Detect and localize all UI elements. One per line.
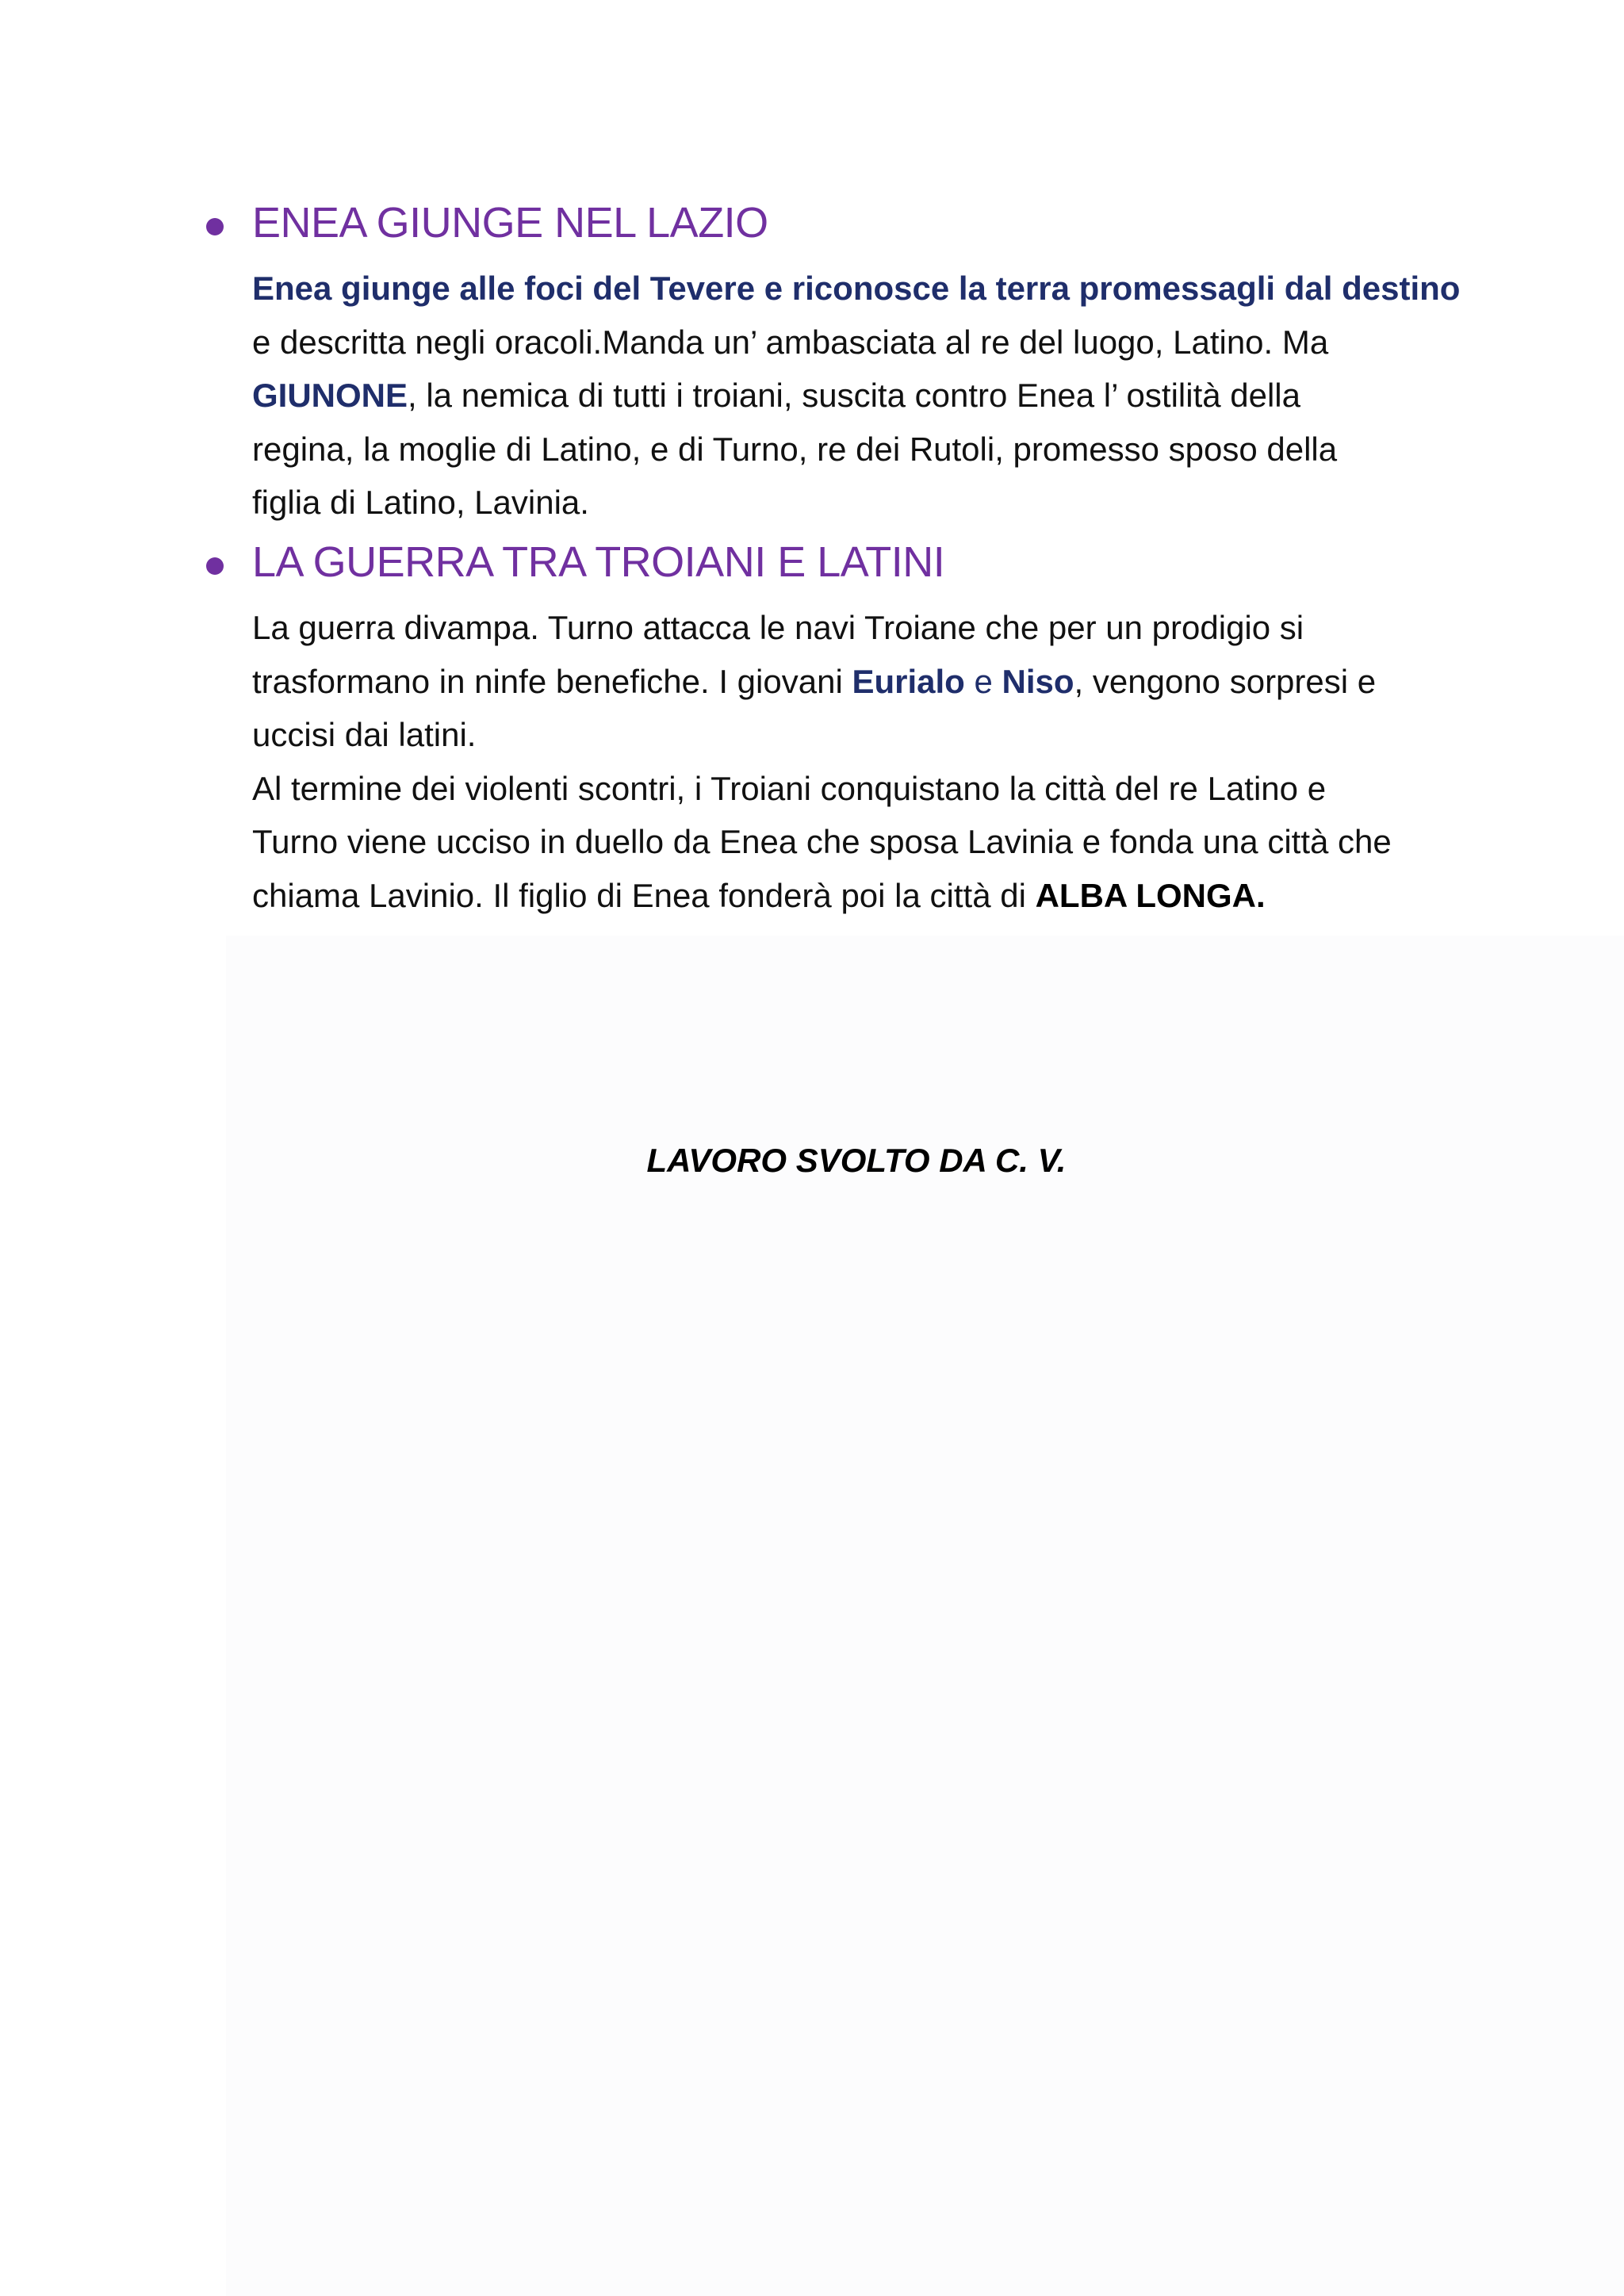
section-paragraph [252,262,1489,530]
bullet-icon [206,557,224,575]
text-line: figlia di Latino, Lavinia. [252,484,589,521]
text-line: Al termine dei violenti scontri, i Troiani conquistano la città del re Latino e [252,769,1327,807]
emphasis-niso: Niso [1002,662,1074,700]
text-run: e [964,662,1002,700]
section-heading: LA GUERRA TRA TROIANI E LATINI [252,538,945,586]
text-line [252,369,1489,423]
text-run: , vengono sorpresi e [1074,662,1377,700]
text-line: uccisi dai latini. [252,716,477,753]
section-heading: ENEA GIUNGE NEL LAZIO [252,199,768,247]
text-line: Enea giunge alle foci del Tevere e riconosce la terra promessagli dal destino [252,270,1461,307]
text-run: chiama Lavinio. Il figlio di Enea fonderà poi la città di [252,876,1036,914]
emphasis-giunone: GIUNONE [252,377,408,414]
text-line: La guerra divampa. Turno attacca le navi Troiane che per un prodigio si [252,609,1304,646]
page-background-shade [226,936,1624,2296]
emphasis-eurialo: Eurialo [852,662,965,700]
text-run: , la nemica di tutti i troiani, suscita contro Enea l’ ostilità della [408,377,1300,414]
text-line: e descritta negli oracoli.Manda un’ ambasciata al re del luogo, Latino. Ma [252,323,1329,361]
author-credit: LAVORO SVOLTO DA C. V. [646,1142,1067,1179]
bullet-icon [206,218,224,235]
section-paragraph [252,601,1489,922]
text-line: regina, la moglie di Latino, e di Turno, re dei Rutoli, promesso sposo della [252,430,1338,468]
text-line: Turno viene ucciso in duello da Enea che sposa Lavinia e fonda una città che [252,823,1392,860]
text-line [252,869,1489,923]
emphasis-alba-longa: ALBA LONGA. [1035,876,1266,914]
text-line [252,655,1489,709]
text-run: trasformano in ninfe benefiche. I giovani [252,662,852,700]
